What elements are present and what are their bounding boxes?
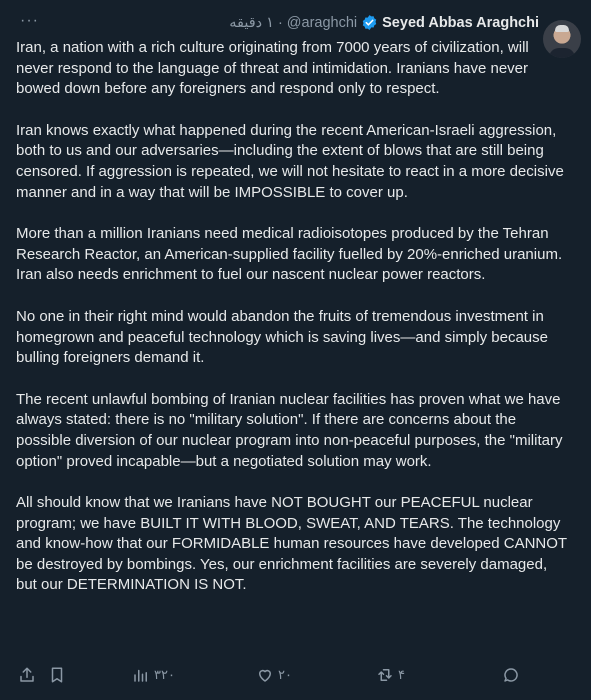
tweet-paragraph-4: No one in their right mind would abandon the fruits of tremendous investment in homegrown and peaceful technology which is saving lives—and simply because bulling foreigners demand it. bbox=[16, 307, 548, 367]
tweet-meta bbox=[229, 14, 539, 31]
likes-count: ۲۰ bbox=[278, 667, 292, 682]
views-count: ۳۲۰ bbox=[154, 667, 175, 682]
views-button[interactable] bbox=[132, 666, 175, 684]
tweet-paragraph-3: More than a million Iranians need medical radioisotopes produced by the Tehran Research Reactor, an American-supplied facility fuelled by 20%-enriched uranium. Iran also needs enrichment to fuel our nascent nuclear power reactors. bbox=[16, 225, 563, 284]
views-icon bbox=[132, 666, 150, 684]
reply-button[interactable] bbox=[502, 666, 524, 684]
retweet-button[interactable] bbox=[376, 666, 405, 684]
tweet-header bbox=[0, 8, 591, 40]
verified-badge-icon bbox=[361, 14, 378, 31]
bookmark-icon bbox=[48, 666, 66, 684]
bookmark-button[interactable] bbox=[48, 666, 66, 684]
share-button[interactable] bbox=[18, 666, 36, 684]
heart-icon bbox=[256, 666, 274, 684]
more-options-icon[interactable]: ··· bbox=[20, 12, 39, 29]
reply-icon bbox=[502, 666, 520, 684]
tweet-text bbox=[16, 38, 569, 617]
share-icon bbox=[18, 666, 36, 684]
user-handle[interactable]: @araghchi bbox=[286, 14, 358, 31]
tweet-paragraph-6: All should know that we Iranians have NOT BOUGHT our PEACEFUL nuclear program; we have BUILT IT WITH BLOOD, SWEAT, AND TEARS. The technology and know-how that our FORMIDABLE human resources have developed CANNOT be destroyed by bombings. Yes, our enrichment facilities are severely damaged, but our DETERMINATION IS NOT. bbox=[16, 494, 567, 594]
like-button[interactable] bbox=[256, 666, 292, 684]
tweet-paragraph-1: Iran, a nation with a rich culture originating from 7000 years of civilization, will never respond to the language of threat and intimidation. Iranians have never bowed down before any foreigners and respond only to respect. bbox=[16, 39, 529, 98]
timestamp[interactable]: ١ دقیقه bbox=[229, 14, 274, 31]
display-name[interactable]: Seyed Abbas Araghchi bbox=[382, 14, 539, 31]
retweet-icon bbox=[376, 666, 394, 684]
tweet-paragraph-2: Iran knows exactly what happened during the recent American-Israeli aggression, both to us and our adversaries—including the extent of blows that are still being censored. If aggression is repeated, we will not hesitate to react in a more decisive manner and in a way that will be IMPOSSIBLE to cover up. bbox=[16, 121, 564, 201]
tweet-paragraph-5: The recent unlawful bombing of Iranian nuclear facilities has proven what we have always stated: there is no "military solution". If there are concerns about the possible diversion of our nuclear program into non-peaceful purposes, the "military option" proved incapable—but a negotiated solution may work. bbox=[16, 390, 563, 470]
separator: · bbox=[277, 14, 283, 31]
retweets-count: ۴ bbox=[398, 667, 405, 682]
tweet-actions bbox=[0, 666, 591, 692]
